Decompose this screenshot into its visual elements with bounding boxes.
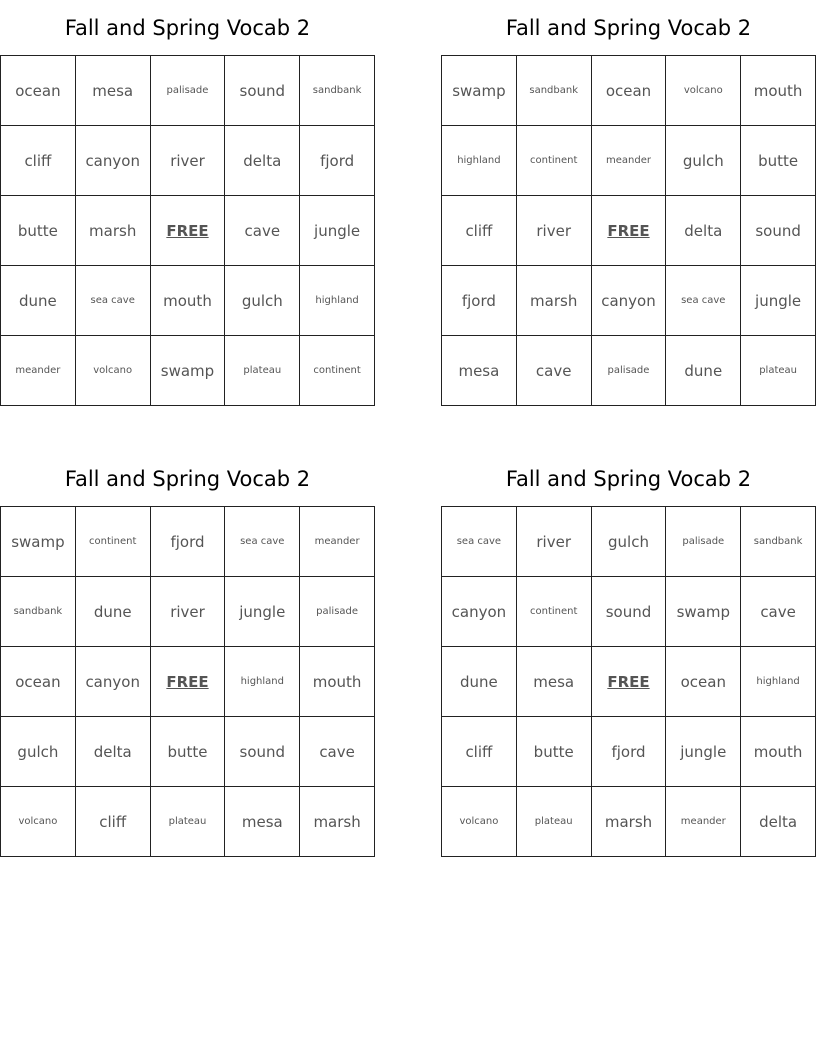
bingo-cell: mouth [741, 56, 816, 126]
bingo-cell: highland [741, 647, 816, 717]
bingo-cell: highland [225, 647, 300, 717]
bingo-cell: butte [517, 717, 592, 787]
bingo-cell: mesa [442, 336, 517, 406]
bingo-cell: marsh [517, 266, 592, 336]
bingo-cell: fjord [442, 266, 517, 336]
bingo-cell: canyon [592, 266, 667, 336]
bingo-cell: butte [151, 717, 226, 787]
bingo-cell: plateau [741, 336, 816, 406]
bingo-cell: jungle [666, 717, 741, 787]
bingo-cell: sandbank [517, 56, 592, 126]
bingo-cell: continent [517, 577, 592, 647]
bingo-cell: continent [300, 336, 375, 406]
bingo-cell: sandbank [741, 507, 816, 577]
bingo-cell: swamp [1, 507, 76, 577]
bingo-cell: swamp [442, 56, 517, 126]
bingo-cell: plateau [517, 787, 592, 857]
bingo-cell: canyon [442, 577, 517, 647]
bingo-cell: highland [300, 266, 375, 336]
bingo-cell: cave [517, 336, 592, 406]
bingo-cell: cave [300, 717, 375, 787]
bingo-cell: mouth [300, 647, 375, 717]
bingo-cell: delta [225, 126, 300, 196]
bingo-cell: marsh [76, 196, 151, 266]
bingo-cell: palisade [300, 577, 375, 647]
bingo-cell: dune [666, 336, 741, 406]
bingo-cell: gulch [225, 266, 300, 336]
bingo-cell: volcano [442, 787, 517, 857]
bingo-cell: gulch [666, 126, 741, 196]
bingo-cell: mouth [741, 717, 816, 787]
bingo-cell: mouth [151, 266, 226, 336]
card-grid [0, 506, 375, 857]
bingo-cell: canyon [76, 647, 151, 717]
bingo-cell: swamp [151, 336, 226, 406]
free-space: FREE [592, 196, 667, 266]
bingo-cell: sea cave [442, 507, 517, 577]
bingo-cell: sea cave [666, 266, 741, 336]
bingo-cell: river [517, 196, 592, 266]
bingo-cell: delta [741, 787, 816, 857]
bingo-cell: fjord [300, 126, 375, 196]
bingo-cell: canyon [76, 126, 151, 196]
bingo-cell: sea cave [225, 507, 300, 577]
bingo-cell: sound [225, 56, 300, 126]
free-space: FREE [592, 647, 667, 717]
bingo-cell: jungle [741, 266, 816, 336]
card-grid [0, 55, 375, 406]
bingo-cell: fjord [151, 507, 226, 577]
free-space: FREE [151, 196, 226, 266]
bingo-cell: cave [741, 577, 816, 647]
bingo-cell: dune [442, 647, 517, 717]
bingo-cell: fjord [592, 717, 667, 787]
bingo-cell: jungle [225, 577, 300, 647]
bingo-cell: dune [1, 266, 76, 336]
bingo-cell: sea cave [76, 266, 151, 336]
bingo-cell: river [151, 577, 226, 647]
card-title: Fall and Spring Vocab 2 [505, 466, 752, 491]
bingo-cell: delta [666, 196, 741, 266]
bingo-cell: butte [1, 196, 76, 266]
bingo-cell: dune [76, 577, 151, 647]
bingo-cell: palisade [151, 56, 226, 126]
bingo-cell: marsh [300, 787, 375, 857]
bingo-cell: ocean [666, 647, 741, 717]
bingo-cell: river [151, 126, 226, 196]
bingo-cell: sound [225, 717, 300, 787]
bingo-cell: volcano [666, 56, 741, 126]
bingo-cell: delta [76, 717, 151, 787]
bingo-cell: mesa [225, 787, 300, 857]
bingo-cell: meander [1, 336, 76, 406]
bingo-cell: cave [225, 196, 300, 266]
bingo-cell: swamp [666, 577, 741, 647]
bingo-cell: cliff [76, 787, 151, 857]
bingo-cell: volcano [76, 336, 151, 406]
bingo-cell: ocean [1, 647, 76, 717]
card-title: Fall and Spring Vocab 2 [64, 15, 311, 40]
bingo-cell: cliff [1, 126, 76, 196]
bingo-cell: meander [300, 507, 375, 577]
bingo-cell: ocean [592, 56, 667, 126]
free-space: FREE [151, 647, 226, 717]
bingo-cell: river [517, 507, 592, 577]
bingo-cell: palisade [666, 507, 741, 577]
card-grid [441, 55, 816, 406]
bingo-cell: plateau [225, 336, 300, 406]
bingo-cell: mesa [517, 647, 592, 717]
bingo-cell: marsh [592, 787, 667, 857]
bingo-cell: meander [592, 126, 667, 196]
bingo-cell: volcano [1, 787, 76, 857]
bingo-cell: cliff [442, 717, 517, 787]
bingo-cell: meander [666, 787, 741, 857]
bingo-cell: butte [741, 126, 816, 196]
card-title: Fall and Spring Vocab 2 [505, 15, 752, 40]
bingo-cell: palisade [592, 336, 667, 406]
bingo-cell: sound [592, 577, 667, 647]
card-grid [441, 506, 816, 857]
card-title: Fall and Spring Vocab 2 [64, 466, 311, 491]
bingo-cell: sandbank [300, 56, 375, 126]
bingo-cell: gulch [1, 717, 76, 787]
bingo-cell: plateau [151, 787, 226, 857]
bingo-cell: highland [442, 126, 517, 196]
bingo-cell: continent [76, 507, 151, 577]
bingo-cell: mesa [76, 56, 151, 126]
bingo-cell: continent [517, 126, 592, 196]
bingo-cell: cliff [442, 196, 517, 266]
bingo-cell: sandbank [1, 577, 76, 647]
bingo-cell: ocean [1, 56, 76, 126]
bingo-cell: gulch [592, 507, 667, 577]
bingo-cell: jungle [300, 196, 375, 266]
bingo-cell: sound [741, 196, 816, 266]
